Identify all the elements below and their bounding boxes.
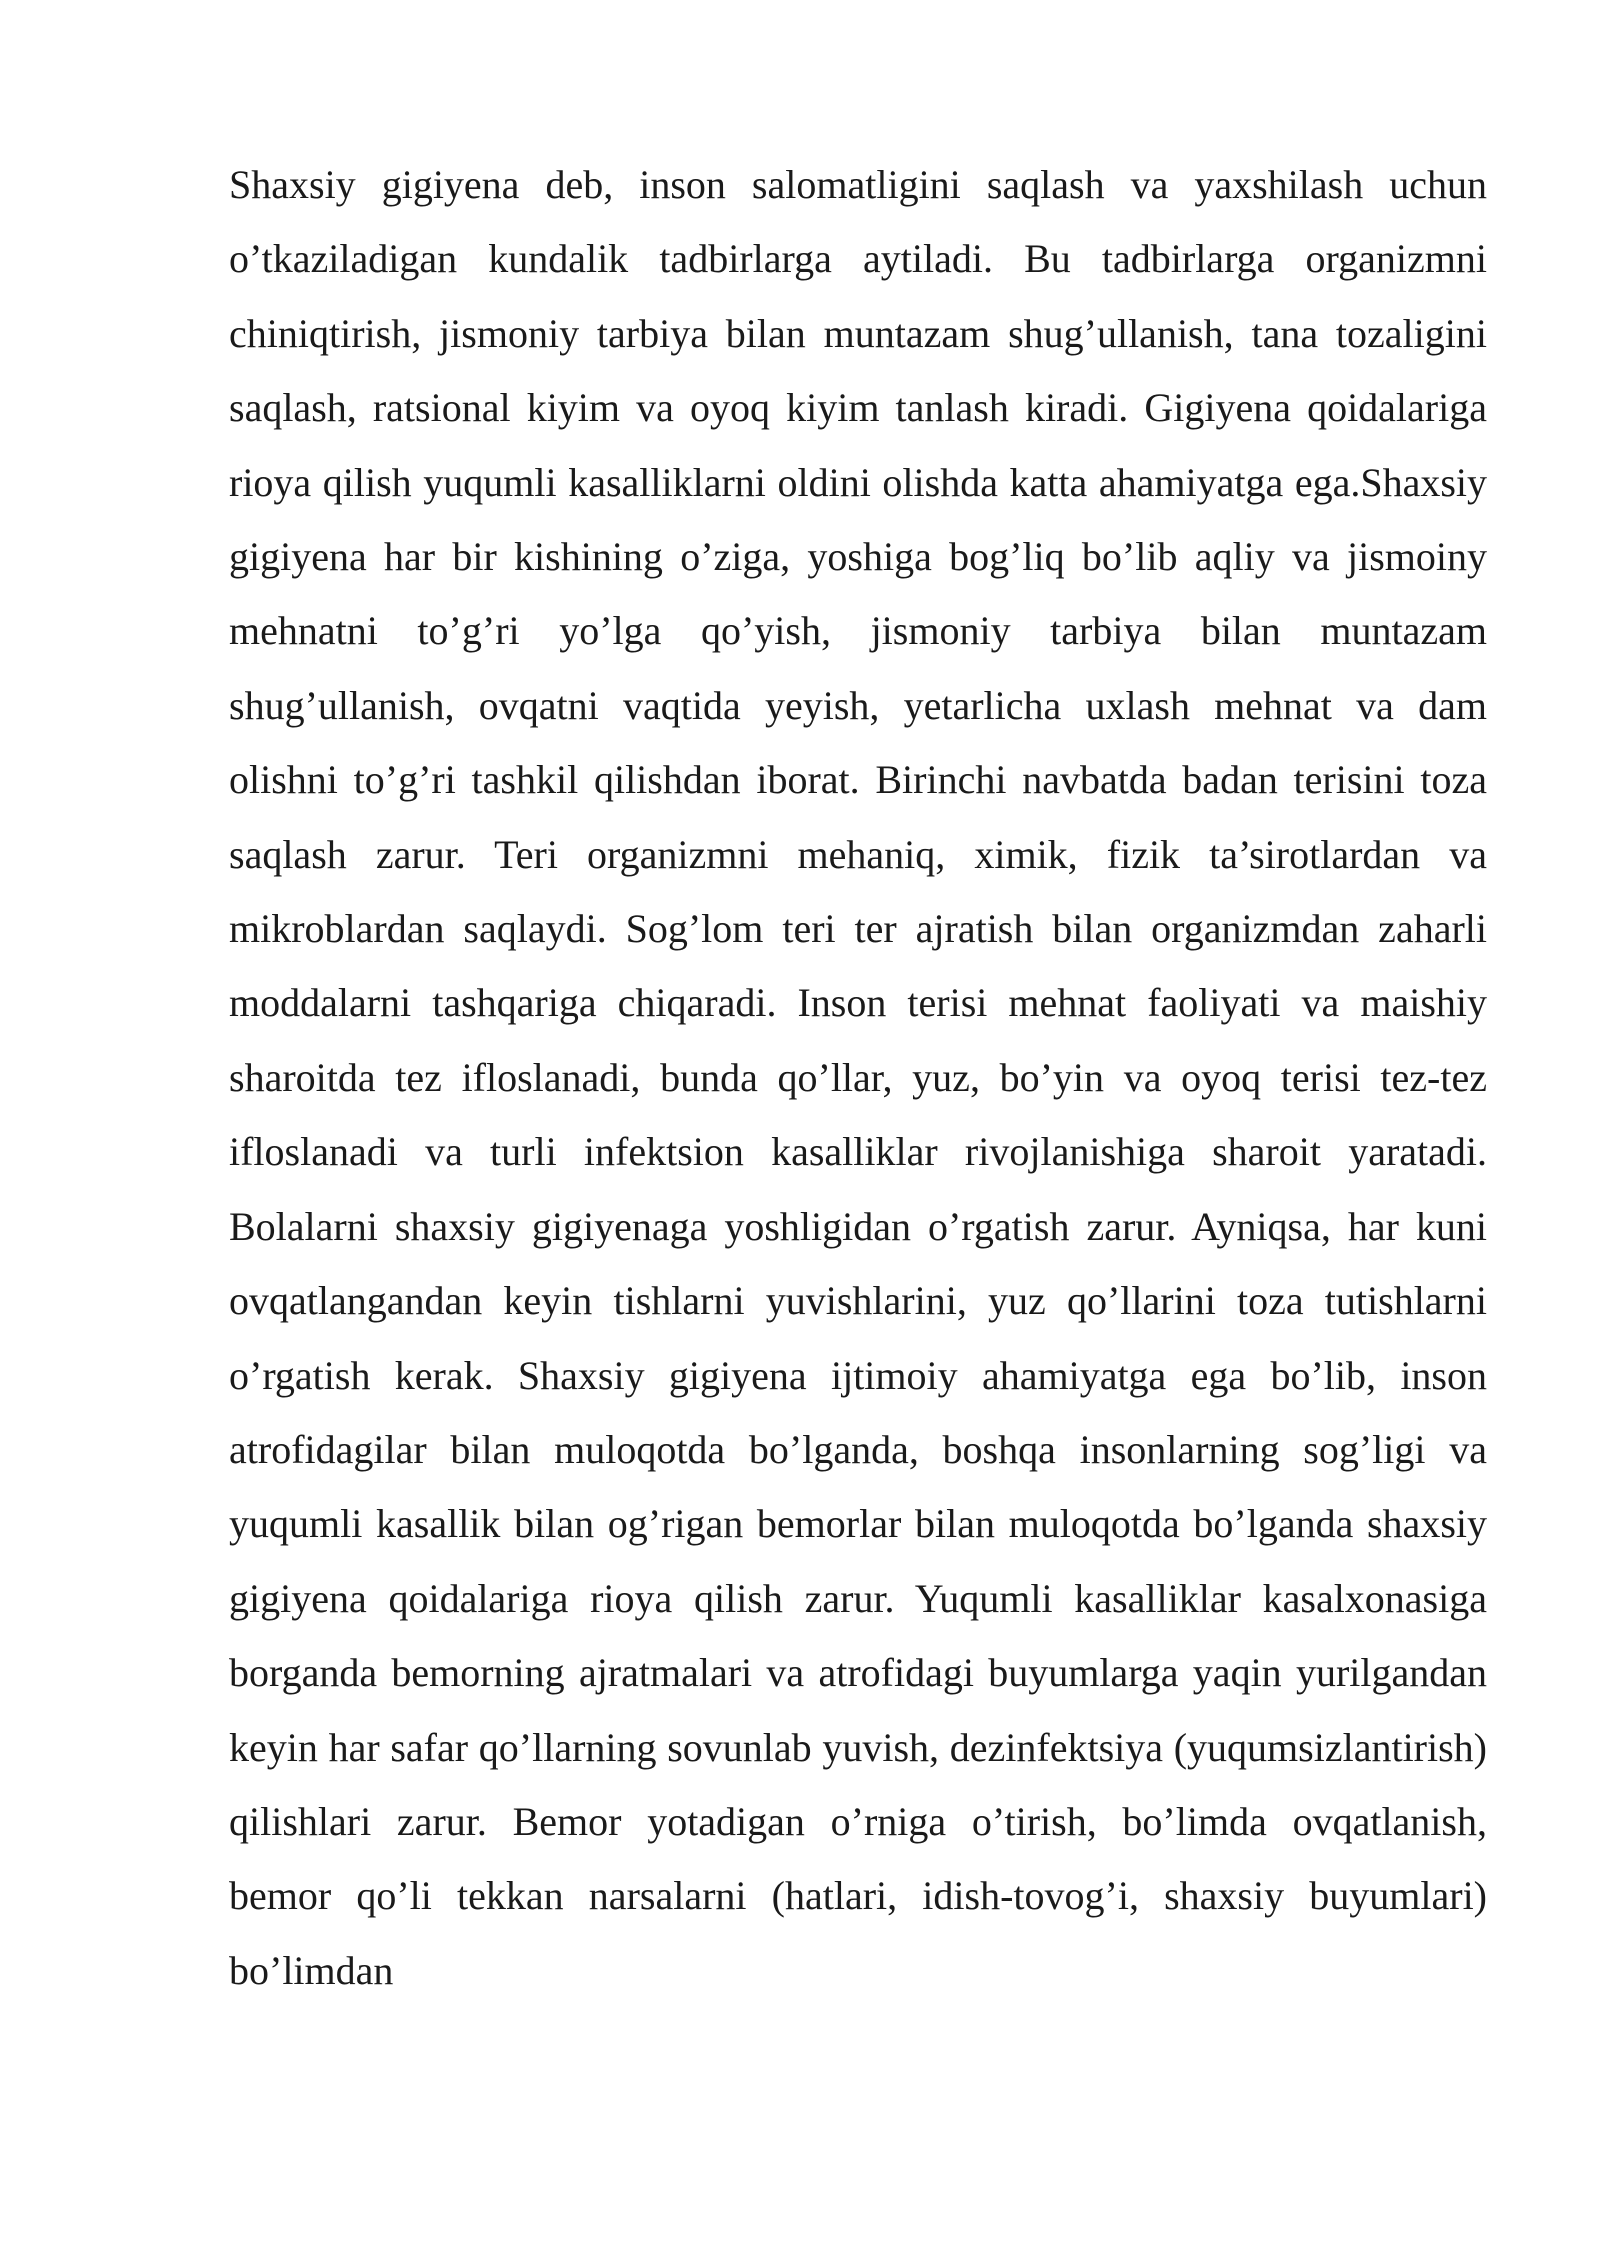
body-paragraph: Shaxsiy gigiyena deb, inson salomatligini saqlash va yaxshilash uchun o’tkaziladigan kundalik tadbirlarga aytiladi. Bu tadbirlarga organizmni chiniqtirish, jismoniy tarbiya bilan muntazam shug’ullanish, tana tozaligini saqlash, ratsional kiyim va oyoq kiyim tanlash kiradi. Gigiyena qoidalariga rioya qilish yuqumli kasalliklarni oldini olishda katta ahamiyatga ega.Shaxsiy gigiyena har bir kishining o’ziga, yoshiga bog’liq bo’lib aqliy va jismoiny mehnatni to’g’ri yo’lga qo’yish, jismoniy tarbiya bilan muntazam shug’ullanish, ovqatni vaqtida yeyish, yetarlicha uxlash mehnat va dam olishni to’g’ri tashkil qilishdan iborat. Birinchi navbatda badan terisini toza saqlash zarur. Teri organizmni mehaniq, ximik, fizik ta’sirotlardan va mikroblardan saqlaydi. Sog’lom teri ter ajratish bilan organizmdan zaharli moddalarni tashqariga chiqaradi. Inson terisi mehnat faoliyati va maishiy sharoitda tez ifloslanadi, bunda qo’llar, yuz, bo’yin va oyoq terisi tez-tez ifloslanadi va turli infektsion kasalliklar rivojlanishiga sharoit yaratadi. Bolalarni shaxsiy gigiyenaga yoshligidan o’rgatish zarur. Ayniqsa, har kuni ovqatlangandan keyin tishlarni yuvishlarini, yuz qo’llarini toza tutishlarni o’rgatish kerak. Shaxsiy gigiyena ijtimoiy ahamiyatga ega bo’lib, inson atrofidagilar bilan muloqotda bo’lganda, boshqa insonlarning sog’ligi va yuqumli kasallik bilan og’rigan bemorlar bilan muloqotda bo’lganda shaxsiy gigiyena qoidalariga rioya qilish zarur. Yuqumli kasalliklar kasalxonasiga borganda bemorning ajratmalari va atrofidagi buyumlarga yaqin yurilgandan keyin har safar qo’llarning sovunlab yuvish, dezinfektsiya (yuqumsizlantirish) qilishlari zarur. Bemor yotadigan o’rniga o’tirish, bo’limda ovqatlanish, bemor qo’li tekkan narsalarni (hatlari, idish-tovog’i, shaxsiy buyumlari) bo’limdan (229, 162, 1487, 1993)
